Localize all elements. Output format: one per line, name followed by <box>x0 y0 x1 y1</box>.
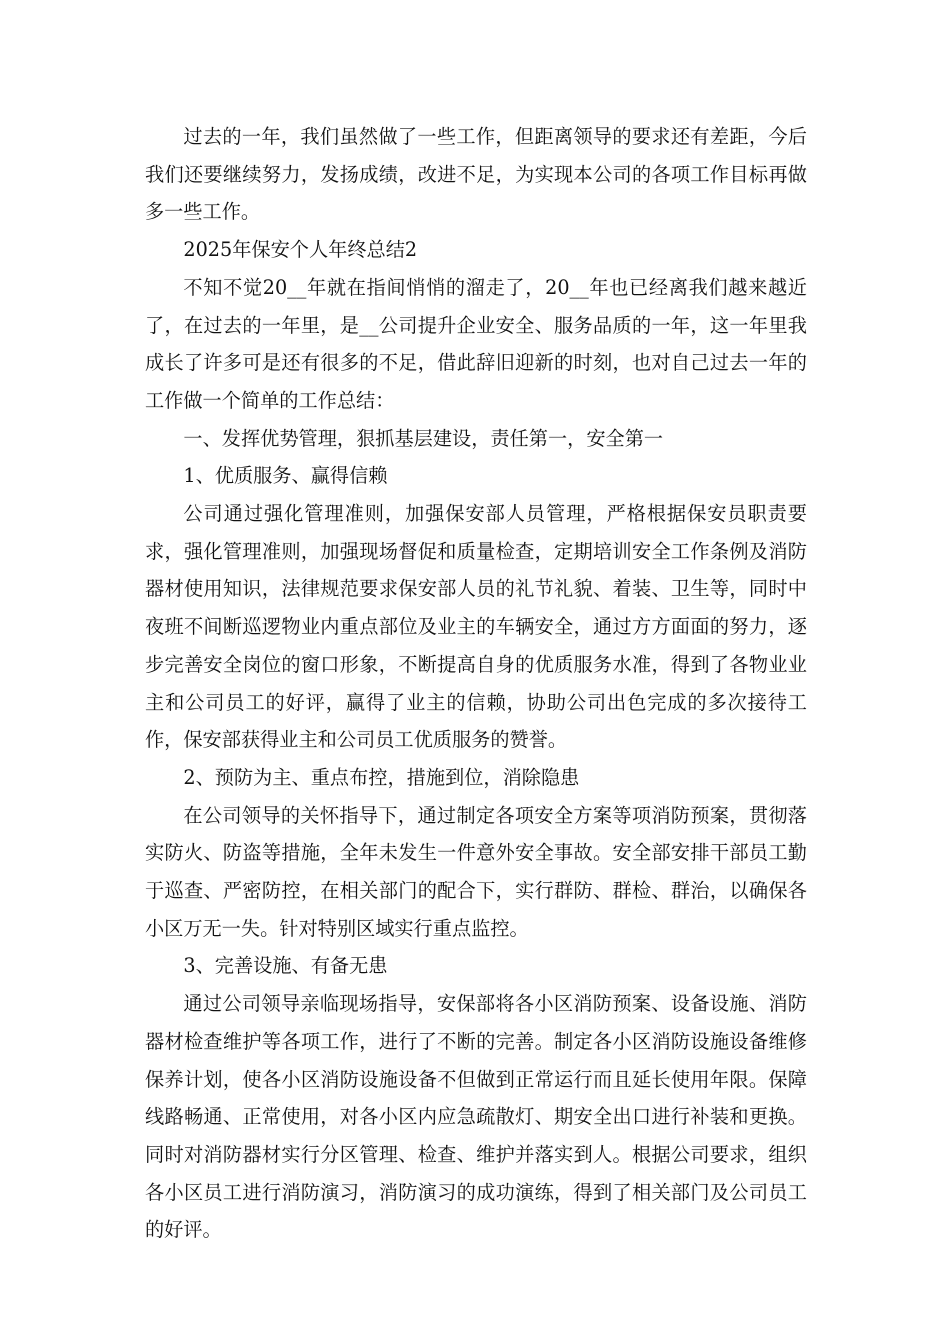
section-title: 2025年保安个人年终总结2 <box>183 238 418 262</box>
subheading-prevention: 2、预防为主、重点布控，措施到位，消除隐患 <box>183 765 580 789</box>
subheading-facilities: 3、完善设施、有备无患 <box>183 954 388 978</box>
heading-part-one: 一、发挥优势管理，狠抓基层建设，责任第一，安全第一 <box>183 426 664 450</box>
paragraph-quality-service: 公司通过强化管理准则，加强保安部人员管理，严格根据保安员职责要求，强化管理准则，加强现场督促和质量检查，定期培训安全工作条例及消防器材使用知识，法律规范要求保安部人员的礼节礼貌、着装、卫生等，同时中夜班不间断巡逻物业内重点部位及业主的车辆安全，通过方方面面的努力，逐步完善安全岗位的窗口形象，不断提高自身的优质服务水准，得到了各物业业主和公司员工的好评，赢得了业主的信赖，协助公司出色完成的多次接待工作，保安部获得业主和公司员工优质服务的赞誉。 <box>145 502 807 752</box>
subheading-quality-service: 1、优质服务、赢得信赖 <box>183 464 388 488</box>
document-body <box>145 118 807 1249</box>
paragraph-intro: 不知不觉20__年就在指间悄悄的溜走了，20__年也已经离我们越来越近了，在过去的一年里，是__公司提升企业安全、服务品质的一年，这一年里我成长了许多可是还有很多的不足，借此辞旧迎新的时刻，也对自己过去一年的工作做一个简单的工作总结： <box>145 275 807 412</box>
paragraph-prevention: 在公司领导的关怀指导下，通过制定各项安全方案等项消防预案，贯彻落实防火、防盗等措施，全年未发生一件意外安全事故。安全部安排干部员工勤于巡查、严密防控，在相关部门的配合下，实行群防、群检、群治，以确保各小区万无一失。针对特别区域实行重点监控。 <box>145 803 807 940</box>
paragraph-facilities: 通过公司领导亲临现场指导，安保部将各小区消防预案、设备设施、消防器材检查维护等各项工作，进行了不断的完善。制定各小区消防设施设备维修保养计划，使各小区消防设施设备不但做到正常运行而且延长使用年限。保障线路畅通、正常使用，对各小区内应急疏散灯、期安全出口进行补装和更换。同时对消防器材实行分区管理、检查、维护并落实到人。根据公司要求，组织各小区员工进行消防演习，消防演习的成功演练，得到了相关部门及公司员工的好评。 <box>145 992 807 1242</box>
paragraph-closing-remarks: 过去的一年，我们虽然做了一些工作，但距离领导的要求还有差距，今后我们还要继续努力，发扬成绩，改进不足，为实现本公司的各项工作目标再做多一些工作。 <box>145 125 807 224</box>
